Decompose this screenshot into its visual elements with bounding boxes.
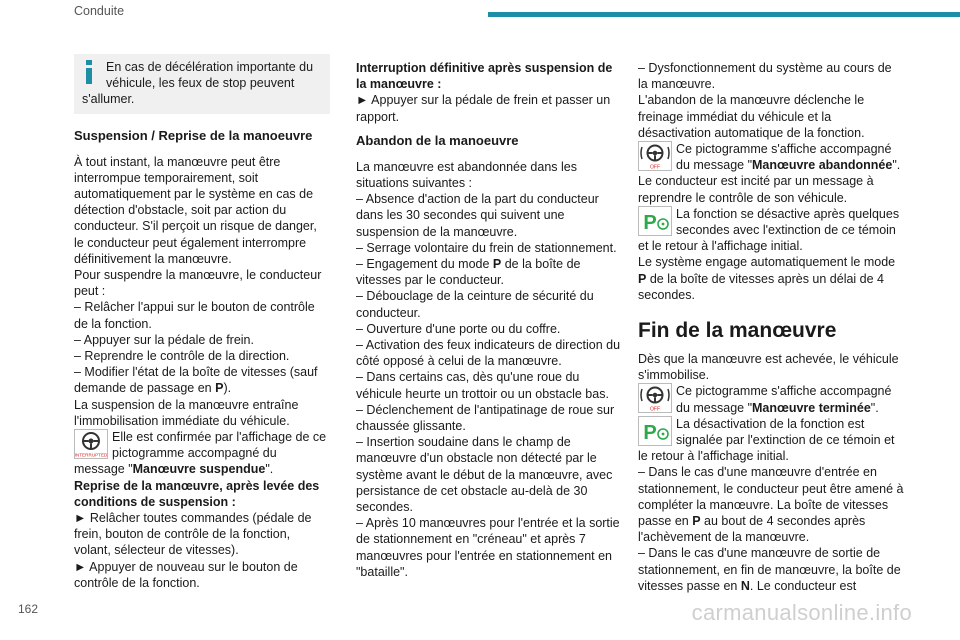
steering-wheel-interrupted-icon xyxy=(74,429,108,459)
dash-item: – Insertion soudaine dans le champ de manœuvre d'un obstacle non détecté par le système avant le début de la manœuvre, avec persistance de cet obstacle au-delà de 30 secondes. xyxy=(356,435,613,515)
info-box xyxy=(74,54,330,114)
steering-wheel-off-icon xyxy=(638,141,672,171)
park-assist-indicator-icon xyxy=(638,416,672,446)
park-assist-indicator-icon xyxy=(638,206,672,236)
paragraph: L'abandon de la manœuvre déclenche le freinage immédiat du véhicule et la désactivation automatique de la fonction. xyxy=(638,93,865,140)
column-1 xyxy=(74,54,330,591)
dash-item: – Après 10 manœuvres pour l'entrée et la sortie de stationnement en "créneau" et après 7 manœuvres pour l'entrée en stationnement en "bataille". xyxy=(356,516,620,579)
dash-item: – Dans certains cas, dès qu'une roue du véhicule heurte un trottoir ou un obstacle bas. xyxy=(356,370,609,401)
svg-text:INTERRUPTED: INTERRUPTED xyxy=(74,452,108,458)
svg-text:P: P xyxy=(643,421,657,444)
paragraph: La manœuvre est abandonnée dans les situations suivantes : xyxy=(356,159,577,191)
step-item: ► Relâcher toutes commandes (pédale de frein, bouton de contrôle de la fonction, volant, sélecteur de vitesses). xyxy=(74,511,312,558)
paragraph: Dès que la manœuvre est achevée, le véhicule s'immobilise. xyxy=(638,352,899,383)
column-2 xyxy=(356,60,622,580)
svg-text:OFF: OFF xyxy=(650,164,660,171)
step-item: ► Appuyer de nouveau sur le bouton de contrôle de la fonction. xyxy=(74,559,298,590)
info-line-2: véhicule, les feux de stop peuvent xyxy=(106,76,295,91)
page-number: 162 xyxy=(18,602,39,616)
dash-item: – Dans le cas d'une manœuvre d'entrée en stationnement, le conducteur peut être amené à compléter la manœuvre. La boîte de vitesses passe en P au bout de 4 secondes après l'achèvement de la manœuvre. xyxy=(638,465,904,545)
heading-end: Fin de la manœuvre xyxy=(638,319,837,343)
info-line-1: En cas de décélération importante du xyxy=(106,60,314,74)
paragraph: Le conducteur est incité par un message à reprendre le contrôle de son véhicule. xyxy=(638,174,874,205)
dash-item: – Déclenchement de l'antipatinage de roue sur chaussée glissante. xyxy=(356,402,615,434)
steering-wheel-off-icon xyxy=(638,383,672,413)
header-accent-bar xyxy=(488,12,960,17)
dash-item: – Engagement du mode P de la boîte de vitesses par le conducteur. xyxy=(356,257,581,288)
column-3 xyxy=(638,60,904,594)
dash-item: – Modifier l'état de la boîte de vitesses (sauf demande de passage en P). xyxy=(74,365,318,396)
dash-item: – Relâcher l'appui sur le bouton de contrôle de la fonction. xyxy=(74,300,315,331)
interrupted-note: INTERRUPTED Elle est confirmée par l'affichage de ce pictogramme accompagné du message "Manœuvre suspendue". xyxy=(74,430,327,477)
watermark: carmanualsonline.info xyxy=(691,600,912,625)
deactivation-note-2: P La désactivation de la fonction est signalée par l'extinction de ce témoin et le retour à l'affichage initial. xyxy=(638,416,895,464)
interrupt-heading: Interruption définitive après suspension de la manœuvre : xyxy=(356,61,613,92)
resume-heading: Reprise de la manœuvre, après levée des conditions de suspension : xyxy=(74,478,320,509)
heading-abandon: Abandon de la manoeuvre xyxy=(356,132,519,148)
dash-item: – Dans le cas d'une manœuvre de sortie de stationnement, en fin de manœuvre, la boîte de vitesses passe en N. Le conducteur est xyxy=(638,546,901,593)
completed-note: OFF Ce pictogramme s'affiche accompagné du message "Manœuvre terminée". xyxy=(638,383,904,415)
dash-item: – Dysfonctionnement du système au cours de la manœuvre. xyxy=(638,61,892,92)
svg-text:OFF: OFF xyxy=(650,406,660,413)
paragraph: La suspension de la manœuvre entraîne l'immobilisation immédiate du véhicule. xyxy=(74,397,299,428)
dash-item: – Appuyer sur la pédale de frein. xyxy=(74,332,254,347)
dash-item: – Activation des feux indicateurs de direction du côté opposé à celui de la manœuvre. xyxy=(356,338,621,369)
dash-item: – Absence d'action de la part du conducteur dans les 30 secondes qui suivent une suspension de la manœuvre. xyxy=(356,192,599,239)
dash-item: – Reprendre le contrôle de la direction. xyxy=(74,349,290,364)
heading-suspension: Suspension / Reprise de la manoeuvre xyxy=(74,127,313,143)
deactivation-note: P La fonction se désactive après quelques secondes avec l'extinction de ce témoin et le retour à l'affichage initial. xyxy=(638,206,900,254)
dash-item: – Ouverture d'une porte ou du coffre. xyxy=(356,321,561,336)
info-line-3: s'allumer. xyxy=(82,92,135,107)
info-icon xyxy=(82,60,96,84)
paragraph: Pour suspendre la manœuvre, le conducteur peut : xyxy=(74,268,322,299)
svg-text:P: P xyxy=(643,211,657,234)
step-item: ► Appuyer sur la pédale de frein et passer un rapport. xyxy=(356,93,611,124)
abandon-note: OFF Ce pictogramme s'affiche accompagné du message "Manœuvre abandonnée". xyxy=(638,141,904,173)
paragraph: Le système engage automatiquement le mode P de la boîte de vitesses après un délai de 4 secondes. xyxy=(638,255,896,302)
paragraph: À tout instant, la manœuvre peut être interrompue temporairement, soit automatiquement par le système en cas de détection d'obstacle, soit par action du conducteur. S'il perçoit un risque de danger, le conducteur peut également interrompre définitivement la manœuvre. xyxy=(74,154,317,266)
section-title: Conduite xyxy=(74,4,125,18)
dash-item: – Serrage volontaire du frein de stationnement. xyxy=(356,240,617,255)
dash-item: – Débouclage de la ceinture de sécurité du conducteur. xyxy=(356,289,594,320)
